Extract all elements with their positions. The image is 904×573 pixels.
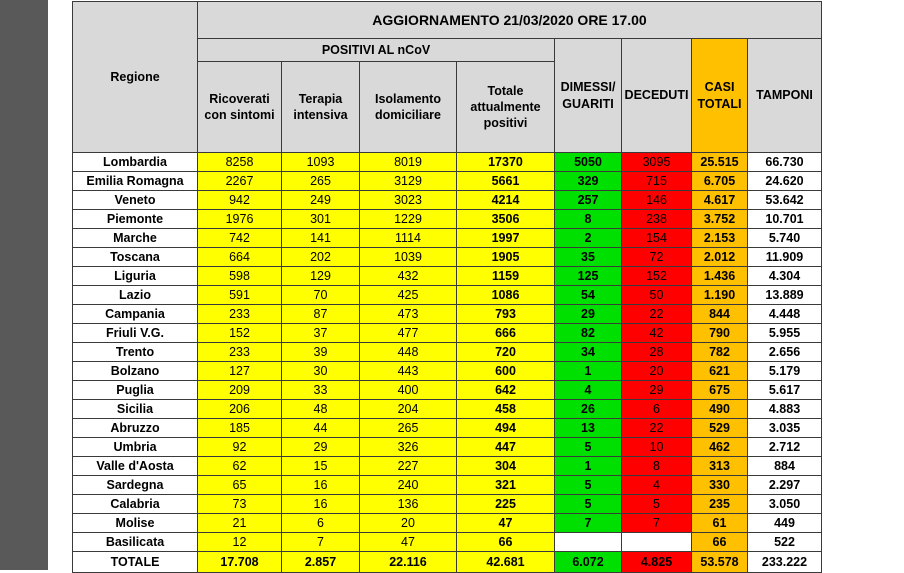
table-row [73,533,822,552]
cell-terapia: 16 [282,495,360,514]
table-row [73,210,822,229]
cell-ricoverati: 8258 [198,153,282,172]
cell-terapia: 70 [282,286,360,305]
header-positivi-group: POSITIVI AL nCoV [198,39,555,62]
cell-ricoverati: 152 [198,324,282,343]
cell-totale-positivi: 47 [457,514,555,533]
table-row [73,267,822,286]
total-cell-terapia: 2.857 [282,552,360,573]
cell-ricoverati: 185 [198,419,282,438]
cell-dimessi: 5 [555,438,622,457]
cell-isolamento: 265 [360,419,457,438]
cell-ricoverati: 92 [198,438,282,457]
table-row [73,248,822,267]
cell-regione: Sardegna [73,476,198,495]
cell-terapia: 33 [282,381,360,400]
cell-regione: Umbria [73,438,198,457]
cell-tamponi: 4.304 [748,267,822,286]
table-row [73,191,822,210]
cell-isolamento: 1114 [360,229,457,248]
cell-casi-totali: 2.012 [692,248,748,267]
total-cell-isolamento: 22.116 [360,552,457,573]
cell-isolamento: 1229 [360,210,457,229]
total-cell-deceduti: 4.825 [622,552,692,573]
cell-terapia: 15 [282,457,360,476]
cell-isolamento: 448 [360,343,457,362]
cell-regione: Calabria [73,495,198,514]
cell-terapia: 44 [282,419,360,438]
header-isolamento: Isolamento domiciliare [360,62,457,153]
cell-dimessi: 2 [555,229,622,248]
header-totale-positivi: Totale attualmente positivi [457,62,555,153]
cell-ricoverati: 127 [198,362,282,381]
cell-isolamento: 47 [360,533,457,552]
cell-deceduti: 10 [622,438,692,457]
header-tamponi: TAMPONI [748,39,822,153]
cell-tamponi: 522 [748,533,822,552]
cell-deceduti: 7 [622,514,692,533]
cell-totale-positivi: 720 [457,343,555,362]
table-row [73,153,822,172]
cell-dimessi: 13 [555,419,622,438]
cell-casi-totali: 61 [692,514,748,533]
cell-ricoverati: 233 [198,305,282,324]
cell-tamponi: 2.656 [748,343,822,362]
cell-ricoverati: 591 [198,286,282,305]
cell-ricoverati: 742 [198,229,282,248]
table-row [73,457,822,476]
total-row [73,552,822,573]
table-row [73,495,822,514]
cell-deceduti: 4 [622,476,692,495]
cell-totale-positivi: 66 [457,533,555,552]
cell-totale-positivi: 5661 [457,172,555,191]
cell-isolamento: 3129 [360,172,457,191]
cell-deceduti: 146 [622,191,692,210]
cell-dimessi: 4 [555,381,622,400]
cell-terapia: 39 [282,343,360,362]
cell-tamponi: 4.883 [748,400,822,419]
cell-tamponi: 3.050 [748,495,822,514]
cell-ricoverati: 209 [198,381,282,400]
cell-casi-totali: 330 [692,476,748,495]
cell-tamponi: 53.642 [748,191,822,210]
cell-ricoverati: 73 [198,495,282,514]
cell-ricoverati: 65 [198,476,282,495]
cell-terapia: 141 [282,229,360,248]
cell-casi-totali: 3.752 [692,210,748,229]
cell-ricoverati: 2267 [198,172,282,191]
table-row [73,514,822,533]
table-row [73,419,822,438]
cell-tamponi: 24.620 [748,172,822,191]
cell-dimessi: 82 [555,324,622,343]
table-row [73,438,822,457]
cell-isolamento: 204 [360,400,457,419]
cell-dimessi: 5 [555,476,622,495]
table-row [73,229,822,248]
table-title: AGGIORNAMENTO 21/03/2020 ORE 17.00 [198,2,822,39]
cell-isolamento: 136 [360,495,457,514]
cell-casi-totali: 790 [692,324,748,343]
header-dimessi: DIMESSI/ GUARITI [555,39,622,153]
cell-dimessi [555,533,622,552]
cell-ricoverati: 598 [198,267,282,286]
cell-deceduti: 5 [622,495,692,514]
cell-casi-totali: 313 [692,457,748,476]
table-row [73,381,822,400]
cell-tamponi: 5.740 [748,229,822,248]
cell-deceduti: 22 [622,419,692,438]
cell-isolamento: 8019 [360,153,457,172]
cell-casi-totali: 235 [692,495,748,514]
cell-terapia: 48 [282,400,360,419]
cell-dimessi: 35 [555,248,622,267]
header-ricoverati: Ricoverati con sintomi [198,62,282,153]
cell-deceduti: 22 [622,305,692,324]
cell-ricoverati: 942 [198,191,282,210]
cell-dimessi: 8 [555,210,622,229]
cell-terapia: 301 [282,210,360,229]
cell-terapia: 37 [282,324,360,343]
cell-terapia: 249 [282,191,360,210]
table-row [73,362,822,381]
cell-regione: Marche [73,229,198,248]
cell-dimessi: 5 [555,495,622,514]
cell-deceduti: 3095 [622,153,692,172]
cell-deceduti: 20 [622,362,692,381]
cell-totale-positivi: 458 [457,400,555,419]
cell-casi-totali: 490 [692,400,748,419]
cell-casi-totali: 844 [692,305,748,324]
cell-terapia: 30 [282,362,360,381]
cell-casi-totali: 66 [692,533,748,552]
cell-regione: Veneto [73,191,198,210]
cell-terapia: 29 [282,438,360,457]
cell-casi-totali: 25.515 [692,153,748,172]
total-cell-regione: TOTALE [73,552,198,573]
cell-regione: Campania [73,305,198,324]
cell-ricoverati: 233 [198,343,282,362]
cell-terapia: 87 [282,305,360,324]
cell-isolamento: 432 [360,267,457,286]
cell-dimessi: 125 [555,267,622,286]
cell-isolamento: 240 [360,476,457,495]
cell-regione: Puglia [73,381,198,400]
cell-terapia: 1093 [282,153,360,172]
cell-deceduti: 154 [622,229,692,248]
header-casi-totali: CASI TOTALI [692,39,748,153]
cell-totale-positivi: 321 [457,476,555,495]
cell-totale-positivi: 225 [457,495,555,514]
cell-deceduti: 29 [622,381,692,400]
cell-totale-positivi: 600 [457,362,555,381]
cell-regione: Toscana [73,248,198,267]
cell-totale-positivi: 1905 [457,248,555,267]
cell-dimessi: 1 [555,457,622,476]
cell-ricoverati: 206 [198,400,282,419]
cell-dimessi: 1 [555,362,622,381]
cell-totale-positivi: 642 [457,381,555,400]
cell-regione: Lombardia [73,153,198,172]
document-page [48,0,904,570]
cell-tamponi: 2.712 [748,438,822,457]
cell-dimessi: 329 [555,172,622,191]
covid-summary-table [72,1,822,573]
cell-deceduti: 72 [622,248,692,267]
cell-dimessi: 26 [555,400,622,419]
cell-regione: Trento [73,343,198,362]
cell-regione: Bolzano [73,362,198,381]
cell-totale-positivi: 793 [457,305,555,324]
cell-totale-positivi: 666 [457,324,555,343]
cell-dimessi: 29 [555,305,622,324]
cell-ricoverati: 12 [198,533,282,552]
cell-totale-positivi: 17370 [457,153,555,172]
cell-terapia: 129 [282,267,360,286]
cell-isolamento: 3023 [360,191,457,210]
header-terapia: Terapia intensiva [282,62,360,153]
cell-ricoverati: 664 [198,248,282,267]
cell-tamponi: 449 [748,514,822,533]
cell-casi-totali: 6.705 [692,172,748,191]
cell-regione: Friuli V.G. [73,324,198,343]
total-cell-tamponi: 233.222 [748,552,822,573]
table-row [73,286,822,305]
cell-deceduti: 6 [622,400,692,419]
cell-deceduti: 42 [622,324,692,343]
cell-tamponi: 3.035 [748,419,822,438]
table-row [73,172,822,191]
cell-terapia: 6 [282,514,360,533]
header-regione: Regione [73,2,198,153]
cell-isolamento: 477 [360,324,457,343]
cell-regione: Liguria [73,267,198,286]
table-row [73,400,822,419]
cell-casi-totali: 4.617 [692,191,748,210]
viewer-sidebar [0,0,48,570]
cell-casi-totali: 2.153 [692,229,748,248]
cell-regione: Basilicata [73,533,198,552]
cell-dimessi: 5050 [555,153,622,172]
cell-totale-positivi: 494 [457,419,555,438]
cell-totale-positivi: 3506 [457,210,555,229]
total-cell-casi-totali: 53.578 [692,552,748,573]
cell-totale-positivi: 1159 [457,267,555,286]
cell-deceduti: 28 [622,343,692,362]
table-row [73,324,822,343]
cell-casi-totali: 621 [692,362,748,381]
cell-regione: Piemonte [73,210,198,229]
cell-tamponi: 884 [748,457,822,476]
cell-regione: Lazio [73,286,198,305]
cell-isolamento: 326 [360,438,457,457]
header-deceduti: DECEDUTI [622,39,692,153]
cell-isolamento: 443 [360,362,457,381]
cell-totale-positivi: 1086 [457,286,555,305]
cell-casi-totali: 1.436 [692,267,748,286]
cell-deceduti: 8 [622,457,692,476]
cell-regione: Valle d'Aosta [73,457,198,476]
table-row [73,305,822,324]
cell-regione: Sicilia [73,400,198,419]
cell-isolamento: 400 [360,381,457,400]
cell-terapia: 16 [282,476,360,495]
cell-dimessi: 257 [555,191,622,210]
cell-regione: Abruzzo [73,419,198,438]
cell-isolamento: 1039 [360,248,457,267]
cell-tamponi: 4.448 [748,305,822,324]
table-body [73,153,822,573]
cell-tamponi: 11.909 [748,248,822,267]
cell-casi-totali: 1.190 [692,286,748,305]
cell-tamponi: 10.701 [748,210,822,229]
cell-regione: Molise [73,514,198,533]
cell-dimessi: 54 [555,286,622,305]
cell-casi-totali: 782 [692,343,748,362]
cell-totale-positivi: 447 [457,438,555,457]
cell-casi-totali: 462 [692,438,748,457]
cell-deceduti: 50 [622,286,692,305]
cell-totale-positivi: 1997 [457,229,555,248]
cell-ricoverati: 1976 [198,210,282,229]
cell-casi-totali: 675 [692,381,748,400]
cell-isolamento: 20 [360,514,457,533]
table-row [73,476,822,495]
cell-deceduti: 152 [622,267,692,286]
cell-ricoverati: 21 [198,514,282,533]
cell-totale-positivi: 4214 [457,191,555,210]
cell-isolamento: 227 [360,457,457,476]
cell-tamponi: 5.617 [748,381,822,400]
total-cell-dimessi: 6.072 [555,552,622,573]
cell-terapia: 265 [282,172,360,191]
cell-deceduti: 715 [622,172,692,191]
total-cell-ricoverati: 17.708 [198,552,282,573]
cell-ricoverati: 62 [198,457,282,476]
total-cell-totale-positivi: 42.681 [457,552,555,573]
cell-tamponi: 66.730 [748,153,822,172]
table-row [73,343,822,362]
cell-deceduti [622,533,692,552]
cell-tamponi: 5.955 [748,324,822,343]
cell-isolamento: 473 [360,305,457,324]
cell-isolamento: 425 [360,286,457,305]
cell-tamponi: 5.179 [748,362,822,381]
cell-casi-totali: 529 [692,419,748,438]
cell-dimessi: 7 [555,514,622,533]
cell-regione: Emilia Romagna [73,172,198,191]
cell-totale-positivi: 304 [457,457,555,476]
cell-terapia: 202 [282,248,360,267]
cell-deceduti: 238 [622,210,692,229]
cell-terapia: 7 [282,533,360,552]
cell-dimessi: 34 [555,343,622,362]
cell-tamponi: 2.297 [748,476,822,495]
cell-tamponi: 13.889 [748,286,822,305]
